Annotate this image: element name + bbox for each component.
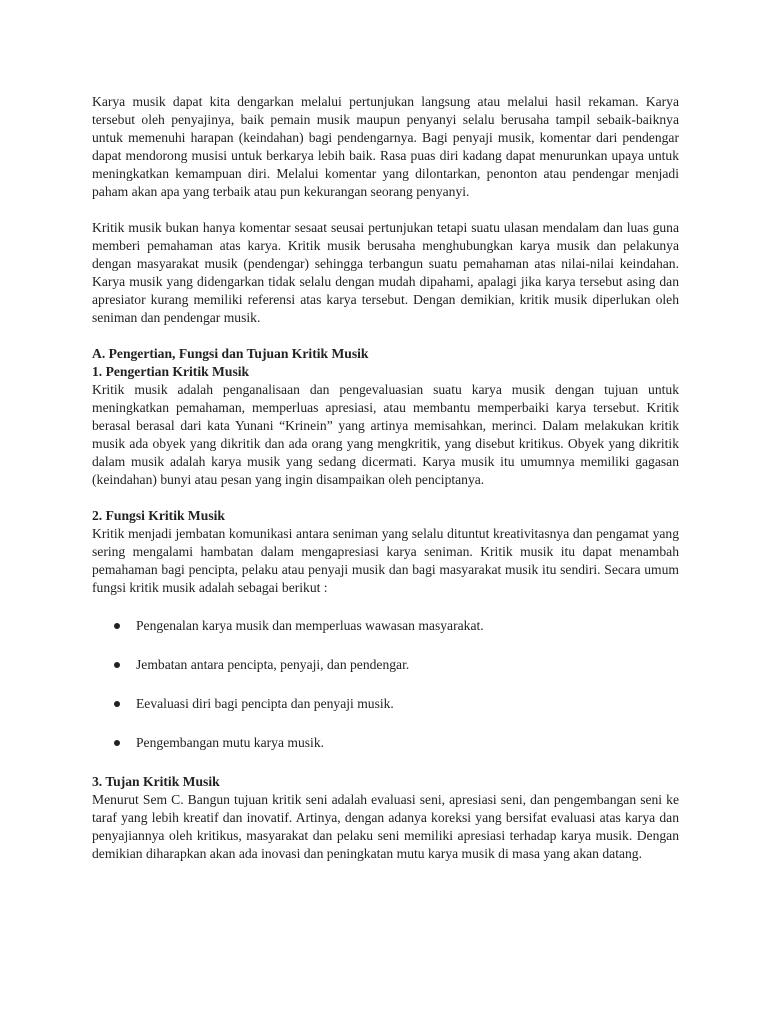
bullet-icon bbox=[114, 623, 120, 629]
bullet-icon bbox=[114, 701, 120, 707]
bullet-icon bbox=[114, 662, 120, 668]
list-item-text: Pengenalan karya musik dan memperluas wawasan masyarakat. bbox=[136, 618, 484, 633]
subsection-2-text: Kritik menjadi jembatan komunikasi antara seniman yang selalu dituntut kreativitasnya dan pengamat yang sering mengalami hambatan dalam mengapresiasi karya seniman. Kritik musik itu dapat menambah pemahaman bagi pencipta, pelaku atau penyaji musik dan bagi masyarakat musik itu sendiri. Secara umum fungsi kritik musik adalah sebagai berikut : bbox=[92, 526, 679, 595]
document-page bbox=[92, 93, 679, 863]
intro-paragraph-1: Karya musik dapat kita dengarkan melalui pertunjukan langsung atau melalui hasil rekaman. Karya tersebut oleh penyajinya, baik pemain musik maupun penyanyi selalu berusaha tampil sebaik-baiknya untuk memenuhi harapan (keindahan) bagi pendengarnya. Bagi penyaji musik, komentar dari pendengar dapat mendorong musisi untuk berkarya lebih baik. Rasa puas diri kadang dapat menurunkan upaya untuk meningkatkan kemampuan diri. Melalui komentar yang dilontarkan, penonton atau pendengar menjadi paham akan apa yang terbaik atau pun kekurangan seorang penyanyi. bbox=[92, 94, 679, 199]
list-item-text: Pengembangan mutu karya musik. bbox=[136, 735, 325, 750]
subsection-2-heading: 2. Fungsi Kritik Musik bbox=[92, 508, 225, 523]
subsection-3-text: Menurut Sem C. Bangun tujuan kritik seni adalah evaluasi seni, apresiasi seni, dan pengembangan seni ke taraf yang lebih kreatif dan inovatif. Artinya, dengan adanya koreksi yang bersifat evaluasi atas karya dan penyajiannya oleh kritikus, masyarakat dan pelaku seni memiliki apresiasi terhadap karya musik. Dengan demikian diharapkan akan ada inovasi dan peningkatan mutu karya musik di masa yang akan datang. bbox=[92, 792, 679, 861]
section-a-heading: A. Pengertian, Fungsi dan Tujuan Kritik Musik bbox=[92, 346, 369, 361]
list-item-text: Eevaluasi diri bagi pencipta dan penyaji musik. bbox=[136, 696, 394, 711]
list-item-text: Jembatan antara pencipta, penyaji, dan pendengar. bbox=[136, 657, 410, 672]
subsection-3-heading: 3. Tujan Kritik Musik bbox=[92, 774, 220, 789]
list-item bbox=[92, 695, 679, 713]
list-item bbox=[92, 617, 679, 635]
subsection-1-text: Kritik musik adalah penganalisaan dan pengevaluasian suatu karya musik dengan tujuan untuk meningkatkan pemahaman, memperluas apresiasi, atau membantu memperbaiki karya tersebut. Kritik berasal berasal dari kata Yunani “Krinein” yang artinya memisahkan, merinci. Dalam melakukan kritik musik ada obyek yang dikritik dan ada orang yang mengkritik, yang disebut kritikus. Obyek yang dikritik dalam musik adalah karya musik yang sedang dicermati. Karya musik itu umumnya memiliki gagasan (keindahan) bunyi atau pesan yang ingin disampaikan oleh penciptanya. bbox=[92, 382, 679, 487]
list-item bbox=[92, 656, 679, 674]
subsection-1-heading: 1. Pengertian Kritik Musik bbox=[92, 364, 250, 379]
function-bullet-list bbox=[92, 617, 679, 752]
bullet-icon bbox=[114, 740, 120, 746]
list-item bbox=[92, 734, 679, 752]
intro-paragraph-2: Kritik musik bukan hanya komentar sesaat seusai pertunjukan tetapi suatu ulasan mendalam dan luas guna memberi pemahaman atas karya. Kritik musik berusaha menghubungkan karya musik dan pelakunya dengan masyarakat musik (pendengar) sehingga terbangun suatu pemahaman atas nilai-nilai keindahan. Karya musik yang didengarkan tidak selalu dengan mudah dipahami, apalagi jika karya tersebut asing dan apresiator kurang memiliki referensi atas karya tersebut. Dengan demikian, kritik musik diperlukan oleh seniman dan pendengar musik. bbox=[92, 220, 679, 325]
